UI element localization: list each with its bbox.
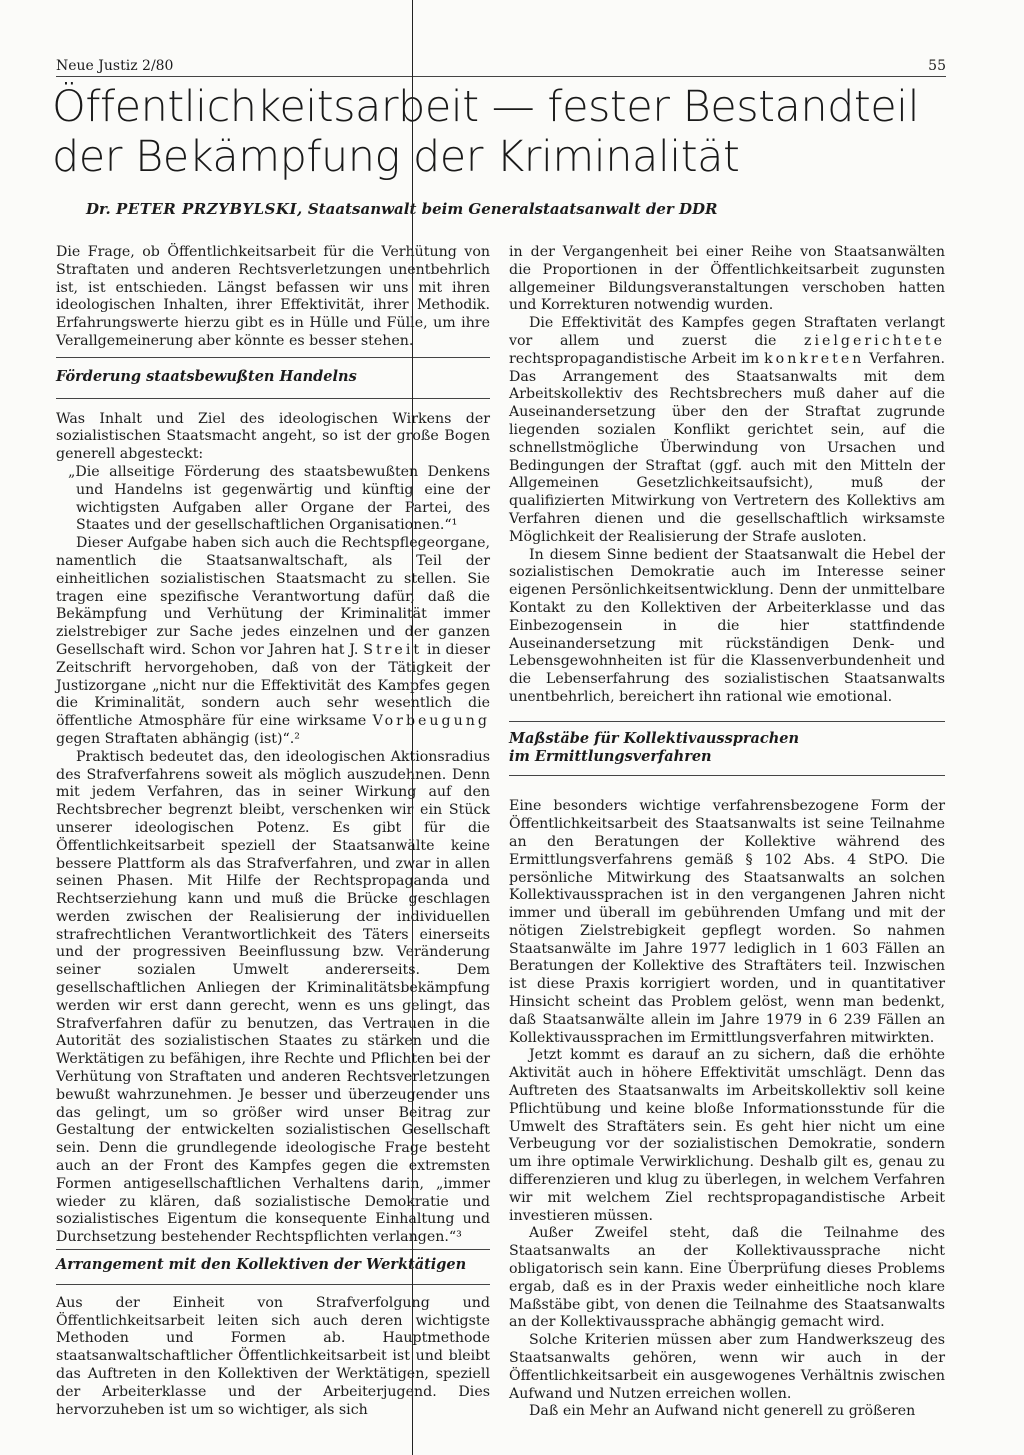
page-number: 55 [928,58,946,74]
paragraph-text: Dieser Aufgabe haben sich auch die Rechtspflegeorgane, namentlich die Staatsanwaltschaft, als Teil der einheitlichen sozialistischen Staatsmacht zu stellen. Sie tragen eine spezifische Verantwortung dafür, daß die Bekämpfung und Verhütung der Kriminalität immer zielstrebiger zur Sache jedes einzelnen und der ganzen Gesellschaft wird. Schon vor Jahren hat J. [56,535,490,658]
emphasized-word: konkreten [764,350,865,367]
paragraph: in der Vergangenheit bei einer Reihe von Staatsanwälten die Proportionen in der Öffentlichkeitsarbeit zugunsten allgemeiner Bildungsveranstaltungen verschoben hatten und Korrekturen notwendig wurden. [509,244,945,314]
title-line-1: Öffentlichkeitsarbeit — fester Bestandteil [52,82,920,132]
paragraph: Was Inhalt und Ziel des ideologischen Wirkens der sozialistischen Staatsmacht angeht, so ist der große Bogen generell abgesteckt: [56,410,490,463]
heading-line: im Ermittlungsverfahren [509,747,712,765]
article-title [52,82,952,182]
section-heading-foerderung: Förderung staatsbewußten Handelns [56,357,490,399]
paragraph: Aus der Einheit von Strafverfolgung und Öffentlichkeitsarbeit leiten sich auch deren wichtigste Methoden und Formen ab. Hauptmethode staatsanwaltschaftlicher Öffentlichkeitsarbeit ist und bleibt das Auftreten in den Kollektiven der Werktätigen, speziell der Arbeiterklasse und der Arbeiterjugend. Dies hervorzuheben ist um so wichtiger, als sich [56,1294,490,1418]
scan-fold-line [412,0,413,1455]
emphasized-word: zielgerichtete [803,332,945,349]
section-heading-massstaebe [509,721,945,777]
paragraph-text: rechtspropagandistische Arbeit im [509,350,760,367]
author-prefix: Dr. [86,200,111,218]
journal-issue: Neue Justiz 2/80 [56,58,174,74]
intro-paragraph: Die Frage, ob Öffentlichkeitsarbeit für die Verhütung von Straftaten und anderen Rechtsverletzungen unentbehrlich ist, ist entschieden. Längst befassen wir uns mit ihren ideologischen Inhalten, ihrer Effektivität, ihrer Methodik. Erfahrungswerte hierzu gibt es in Hülle und Fülle, um ihre Verallgemeinerung aber könnte es besser stehen. [56,244,490,349]
paragraph: Eine besonders wichtige verfahrensbezogene Form der Öffentlichkeitsarbeit des Staatsanwalts ist seine Teilnahme an den Beratungen der Kollektive während des Ermittlungsverfahrens gemäß § 102 Abs. 4 StPO. Die persönliche Mitwirkung des Staatsanwalts an solchen Kollektivaussprachen ist in den vergangenen Jahren nicht immer und überall im gebührenden Umfang und mit der nötigen Zielstrebigkeit gepflegt worden. So nahmen Staatsanwälte im Jahre 1977 lediglich in 1 603 Fällen an Beratungen der Kollektive des Straftäters teil. Inzwischen ist diese Praxis korrigiert worden, und in quantitativer Hinsicht scheint das Problem gelöst, wenn man bedenkt, daß Staatsanwälte allein im Jahre 1979 in 6 239 Fällen an Kollektivaussprachen im Ermittlungsverfahren mitwirkten. [509,798,945,1046]
paragraph: Jetzt kommt es darauf an zu sichern, daß die erhöhte Aktivität auch in höhere Effektivität umschlägt. Denn das Auftreten des Staatsanwalts im Arbeitskollektiv soll keine Pflichtübung und keine bloße Informationsstunde für die Umwelt des Straftäters sein. Es geht hier nicht um eine Verbeugung vor der sozialistischen Demokratie, sondern um ihre optimale Verwirklichung. Deshalb gilt es, genau zu differenzieren und klug zu überlegen, in welchem Verfahren wir mit welchem Ziel rechtspropagandistische Arbeit investieren müssen. [509,1047,945,1224]
quotation: „Die allseitige Förderung des staatsbewußten Denkens und Handelns ist gegenwärtig und künftig eine der wichtigsten Aufgaben aller Organe der Partei, des Staates und der gesellschaftlichen Organisationen.“¹ [68,463,490,534]
author-name: PETER PRZYBYLSKI, [116,200,303,218]
section-heading-arrangement: Arrangement mit den Kollektiven der Werktätigen [56,1249,490,1285]
author-line [86,200,717,218]
paragraph-text: Die Effektivität des Kampfes gegen Straftaten verlangt vor allem und zuerst die [509,315,945,349]
heading-line: Maßstäbe für Kollektivaussprachen [509,729,800,747]
paragraph: In diesem Sinne bedient der Staatsanwalt die Hebel der sozialistischen Demokratie auch im Interesse seiner eigenen Persönlichkeitsentwicklung. Denn der unmittelbare Kontakt zu den Kollektiven der Arbeiterklasse und das Einbezogensein in die hier stattfindende Auseinandersetzung mit rückständigen Denk- und Lebensgewohnheiten ist für die Klassenverbundenheit und die Lebenserfahrung des sozialistischen Staatsanwalts unentbehrlich, bereichert ihn rational wie emotional. [509,546,945,705]
running-head [56,58,946,77]
paragraph: Außer Zweifel steht, daß die Teilnahme des Staatsanwalts an der Kollektivaussprache nicht obligatorisch sein kann. Eine Überprüfung dieses Problems ergab, daß es in der Praxis weder einheitliche noch klare Maßstäbe gibt, von denen die Teilnahme des Staatsanwalts an der Kollektivaussprache abhängig gemacht wird. [509,1225,945,1331]
paragraph [509,315,945,546]
paragraph [56,535,490,749]
emphasized-word: Vorbeugung [372,713,490,730]
paragraph-text: Verfahren. Das Arrangement des Staatsanwalts mit dem Arbeitskollektiv des Rechtsbrechers muß daher auf die Auseinandersetzung über den der Straftat zugrunde liegenden sozialen Konflikt gerichtet sein, auf die schnellstmögliche Überwindung von Ursachen und Bedingungen der Straftat (ggf. auch mit den Mitteln der Allgemeinen Gesetzlichkeitsaufsicht), muß der qualifizierten Mitwirkung von Vertretern des Kollektivs am Verfahren dienen und die gesellschaftlich wirksamste Möglichkeit der Realisierung der Strafe ausloten. [509,350,946,545]
paragraph-text: gegen Straftaten abhängig (ist)“.² [56,730,300,747]
left-column [56,244,490,1419]
cited-author-name: Streit [363,641,423,658]
title-line-2: der Bekämpfung der Kriminalität [52,132,740,182]
paragraph-text: in dieser Zeitschrift hervorgehoben, daß von der Tätigkeit der Justizorgane „nicht nur die Effektivität des Kampfes gegen die Kriminalität, sondern auch sehr wesentlich die öffentliche Atmosphäre für eine wirksame [56,641,490,730]
paragraph: Praktisch bedeutet das, den ideologischen Aktionsradius des Strafverfahrens soweit als möglich auszudehnen. Denn mit jedem Verfahren, das in seiner Wirkung auf den Rechtsbrecher begrenzt bleibt, verschenken wir ein Stück unserer ideologischen Potenz. Es gibt für die Öffentlichkeitsarbeit speziell der Staatsanwälte keine bessere Plattform als das Strafverfahren, und zwar in allen seinen Phasen. Mit Hilfe der Rechtspropaganda und Rechtserziehung kann und muß die Brücke geschlagen werden zwischen der Realisierung der individuellen strafrechtlichen Verantwortlichkeit des Täters einerseits und der progressiven Beeinflussung bzw. Veränderung seiner sozialen Umwelt andererseits. Dem gesellschaftlichen Anliegen der Kriminalitätsbekämpfung werden wir erst dann gerecht, wenn es uns gelingt, das Strafverfahren dafür zu benutzen, das Vertrauen in die Autorität des sozialistischen Staates zu stärken und die Werktätigen zu befähigen, ihre Rechte und Pflichten bei der Verhütung von Straftaten und anderen Rechtsverletzungen bewußt wahrzunehmen. Je besser und überzeugender uns das gelingt, um so größer wird unser Beitrag zur Gestaltung der entwickelten sozialistischen Gesellschaft sein. Denn die grundlegende ideologische Frage besteht auch an der Front des Kampfes gegen die extremsten Formen antigesellschaftlichen Verhaltens darin, „immer wieder zu klären, daß sozialistische Demokratie und sozialistisches Eigentum die konsequente Einhaltung und Durchsetzung bestehender Rechtspflichten verlangen.“³ [56,748,490,1246]
author-role: Staatsanwalt beim Generalstaatsanwalt der DDR [307,200,718,218]
paragraph: Daß ein Mehr an Aufwand nicht generell zu größeren [529,1403,916,1420]
paragraph: Solche Kriterien müssen aber zum Handwerkszeug des Staatsanwalts gehören, wenn wir auch in der Öffentlichkeitsarbeit ein ausgewogenes Verhältnis zwischen Aufwand und Nutzen erreichen wollen. [509,1332,945,1402]
right-column [509,244,945,1421]
